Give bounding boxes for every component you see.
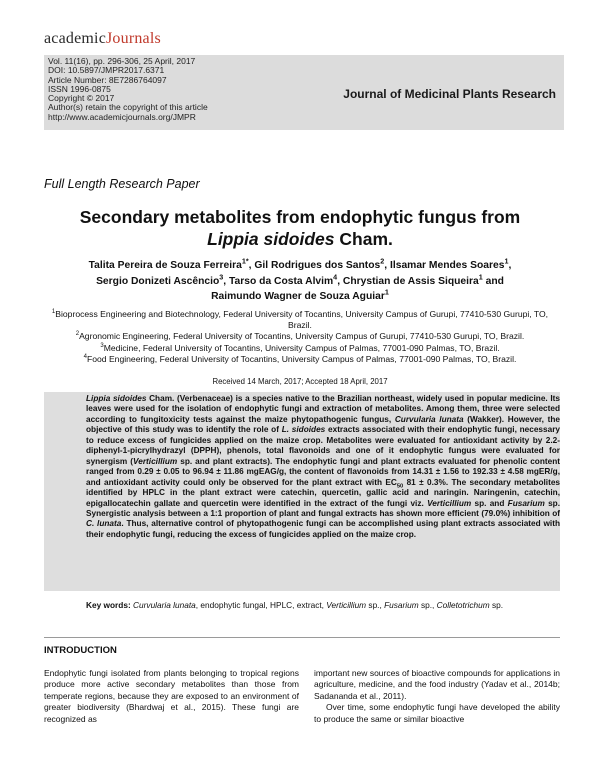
keyword-text: , endophytic fungal, HPLC, extract, [195, 600, 327, 610]
keyword-italic: Fusarium [384, 600, 419, 610]
author-affiliation-mark: 3 [219, 272, 224, 282]
meta-copyright: Copyright © 2017 [48, 93, 115, 104]
meta-issn: ISSN 1996-0875 [48, 83, 111, 94]
title-species: Lippia sidoides [207, 229, 335, 249]
logo-part-journals: Journals [106, 30, 161, 47]
abstract-italic: Fusarium [507, 498, 545, 508]
introduction-heading: INTRODUCTION [44, 645, 117, 656]
author-separator: and [482, 275, 504, 287]
author-separator: , [337, 275, 343, 287]
logo-part-academic: academic [44, 30, 106, 47]
keywords [86, 600, 560, 611]
author: Raimundo Wagner de Souza Aguiar [211, 291, 385, 302]
body-paragraph: important new sources of bioactive compounds for applications in agriculture, medicine, and the food industry (Yadav et al., 2014b; Sadananda et al., 2011). [314, 668, 560, 701]
body-column-right [314, 668, 560, 725]
section-divider [44, 637, 560, 638]
received-accepted-dates: Received 14 March, 2017; Accepted 18 April, 2017 [212, 377, 388, 386]
abstract-italic: C. lunata [86, 519, 122, 529]
affiliation-number: 3 [100, 342, 104, 349]
abstract-segment: 81 ± 0.3%. The secondary metabolites identified by HPLC in the plant extract were catechin, quercetin, gallic acid and naringin. Naringenin, catechin, epigallocatechin gallate and quercetin were identified in the extract of the fungi viz. [86, 477, 560, 508]
keyword-text: sp. [489, 600, 504, 610]
title-rest: Cham. [334, 229, 393, 249]
abstract-italic: L. sidoides [281, 425, 326, 435]
affiliation-number: 1 [51, 309, 56, 316]
affiliation [40, 354, 560, 365]
author-affiliation-mark: 2 [380, 256, 385, 266]
meta-volume: Vol. 11(16), pp. 296-306, 25 April, 2017 [48, 56, 196, 66]
publisher-logo [44, 30, 161, 48]
author-affiliation-mark: 1 [504, 256, 509, 266]
abstract-segment: . Thus, alternative control of phytopathogenic fungi can be accomplished using plant extracts associated with their endophytic fungi, reducing the excess of fungicides applied on the maize crop. [86, 519, 560, 539]
article-metadata [48, 57, 208, 122]
journal-name: Journal of Medicinal Plants Research [343, 87, 556, 101]
meta-url[interactable]: http://www.academicjournals.org/JMPR [48, 111, 196, 122]
journal-header-box [44, 55, 564, 130]
keyword-text: sp., [366, 600, 385, 610]
abstract-italic: Verticillium [133, 456, 178, 466]
abstract-segment: sp. and [471, 498, 508, 508]
author-affiliation-mark: 1 [478, 272, 483, 282]
meta-rights: Author(s) retain the copyright of this article [48, 102, 208, 113]
affiliation [40, 309, 560, 331]
author-separator: , [223, 275, 230, 287]
abstract-segment: extracts associated with their endophytic fungi, necessary to reduce excess of fungicides applied on the maize crop. Metabolites were evaluated for antioxidant activity by 2.2-diphenyl-1-picrylhydrazyl (DPPH), phenols, total flavonoids and one of it endophytic fungus were evaluated for synergism ( [86, 425, 560, 466]
affiliations [40, 309, 560, 365]
abstract-italic: Curvularia lunata [394, 414, 464, 424]
body-paragraph: Over time, some endophytic fungi have developed the ability to produce the same or similar bioactive [314, 702, 560, 724]
meta-doi: DOI: 10.5897/JMPR2017.6371 [48, 65, 165, 76]
affiliation-text: Medicine, Federal University of Tocantins, University Campus of Palmas, 77001-090 Palmas, TO, Brazil. [103, 342, 500, 353]
affiliation-text: Bioprocess Engineering and Biotechnology, Federal University of Tocantins, University Campus of Gurupi, 77410-530 Gurupi, TO, Brazil. [55, 309, 549, 331]
author-affiliation-mark: 4 [333, 272, 338, 282]
affiliation-number: 2 [75, 331, 80, 338]
affiliation-text: Agronomic Engineering, Federal University of Tocantins, University Campus of Gurupi, 77410-530 Gurupi, TO, Brazil. [79, 331, 525, 342]
author: Sergio Donizeti Ascêncio [96, 275, 220, 287]
title-line-1: Secondary metabolites from endophytic fungus from [79, 207, 521, 227]
abstract-box [44, 392, 560, 591]
affiliation-number: 4 [83, 353, 87, 360]
abstract-segment: Cham. (Verbenaceae) is a species native to the Brazilian northeast, widely used in popular medicine. Its leaves were used for the isolation of endophytic fungi and extraction of metabolites. Among them, three were selected according to fungitoxicity tests against the maize phytopathogenic fungus, [86, 394, 560, 424]
body-column-left [44, 668, 299, 725]
keyword-italic: Colletotrichum [436, 600, 490, 610]
body-paragraph: Endophytic fungi isolated from plants belonging to tropical regions produce more active secondary metabolites than those from temperate regions, because they are exposed to an environment of greater biodiversity (Bhardwaj et al., 2015). These fungi are recognized as [44, 668, 299, 724]
affiliation [40, 343, 560, 354]
abstract-subscript: 50 [396, 483, 404, 490]
abstract-segment: sp. Synergistic analysis between a 1:1 proportion of plant and fungal extracts has shown more efficient (79.0%) inhibition of [86, 498, 560, 518]
paper-title [30, 206, 570, 250]
abstract-segment: sp. and plant extracts). The endophytic fungi and plant extracts evaluated for phenolic content ranged from 0.29 ± 0.05 to 96.94 ± 11.86 mgEAG/g, the content of flavonoids from 14.31 ± 1.56 to 192.33 ± 4.58 mgER/g, and antioxidant activity could only be observed for the plant extract with EC [86, 456, 561, 487]
affiliation [40, 331, 560, 342]
author: Talita Pereira de Souza Ferreira [88, 260, 242, 271]
meta-article-number: Article Number: 8E7286764097 [48, 74, 167, 85]
keyword-text: sp., [418, 600, 437, 610]
abstract-italic: Lippia sidoides [86, 394, 147, 403]
abstract-segment: (Wakker). However, the objective of this study was to identify the role of [86, 414, 560, 435]
document-type: Full Length Research Paper [44, 177, 200, 191]
author-affiliation-mark: 1* [241, 256, 249, 266]
author: Tarso da Costa Alvim [229, 275, 334, 287]
keyword-italic: Curvularia lunata [133, 600, 196, 610]
author: Gil Rodrigues dos Santos [254, 260, 381, 271]
author-affiliation-mark: 1 [384, 287, 389, 297]
keywords-label: Key words: [86, 600, 131, 610]
author: Chrystian de Assis Siqueira [342, 275, 479, 287]
author-separator: , [508, 260, 512, 271]
author-separator: , [248, 260, 255, 271]
affiliation-text: Food Engineering, Federal University of Tocantins, University Campus of Palmas, 77001-090 Palmas, TO, Brazil. [86, 353, 517, 364]
author: Ilsamar Mendes Soares [390, 260, 505, 271]
author-separator: , [384, 260, 390, 271]
abstract-text [86, 394, 560, 540]
author-list [40, 258, 560, 305]
abstract-italic: Verticillium [427, 498, 472, 508]
keyword-italic: Verticillium [326, 600, 367, 610]
